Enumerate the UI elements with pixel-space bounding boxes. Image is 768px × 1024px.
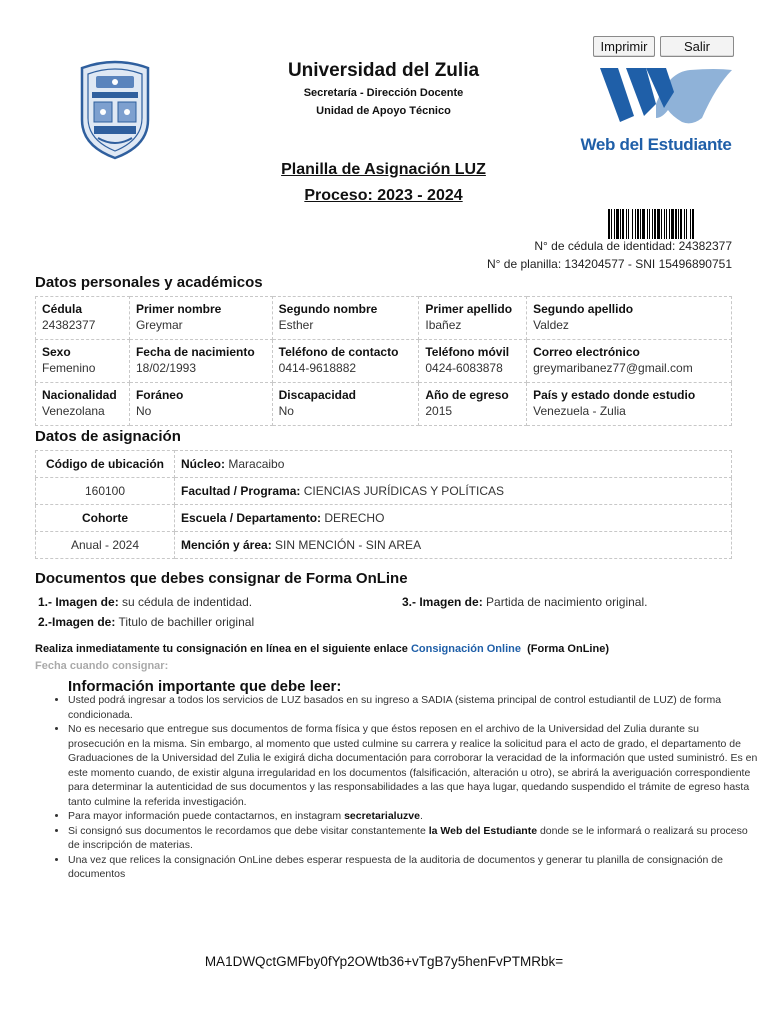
field-label: Teléfono móvil	[425, 345, 510, 359]
department-line: Secretaría - Dirección Docente	[303, 87, 464, 99]
barcode-bar	[675, 209, 677, 239]
field-value: 0424-6083878	[425, 361, 503, 375]
personal-data-cell	[129, 383, 272, 426]
brand-name: Web del Estudiante	[580, 135, 732, 154]
field-value: Valdez	[533, 318, 569, 332]
important-info-heading: Información importante que debe leer:	[68, 678, 342, 695]
assignment-label: Escuela / Departamento:	[181, 511, 322, 525]
unit-line: Unidad de Apoyo Técnico	[316, 105, 451, 117]
barcode-bar	[642, 209, 645, 239]
barcode-bar	[649, 209, 650, 239]
barcode-bar	[671, 209, 674, 239]
barcode-bar	[611, 209, 612, 239]
personal-data-heading: Datos personales y académicos	[35, 274, 263, 291]
info-bullet	[68, 809, 758, 824]
field-value: 24382377	[42, 318, 96, 332]
assignment-detail-cell	[175, 505, 732, 532]
personal-data-cell	[129, 340, 272, 383]
info-text: Si consignó sus documentos le recordamos que debe visitar constantemente	[68, 824, 429, 837]
personal-data-cell	[36, 297, 130, 340]
info-text: Una vez que relices la consignación OnLine debes esperar respuesta de la auditoria de documentos y generar tu planilla de consignación de documentos	[68, 853, 723, 880]
barcode-bar	[686, 209, 687, 239]
field-label: País y estado donde estudio	[533, 388, 696, 402]
field-label: Teléfono de contacto	[278, 345, 399, 359]
assignment-detail-cell	[175, 451, 732, 478]
field-label: Año de egreso	[425, 388, 509, 402]
planilla-number: N° de planilla: 134204577 - SNI 15496890751	[487, 257, 732, 271]
barcode-bar	[620, 209, 621, 239]
field-label: Sexo	[42, 345, 71, 359]
personal-data-cell	[419, 297, 527, 340]
info-bullet	[68, 693, 758, 722]
consignment-notice: Realiza inmediatamente tu consignación en línea en el siguiente enlace Consignación Online (Forma OnLine)	[35, 643, 609, 655]
assignment-left-cell: Código de ubicación	[36, 451, 175, 478]
consignment-online-link[interactable]: Consignación Online	[410, 643, 521, 655]
personal-data-row	[36, 340, 732, 383]
document-item: 1.- Imagen de: su cédula de indentidad.	[38, 595, 253, 609]
barcode-bar	[684, 209, 685, 239]
assignment-row	[36, 505, 732, 532]
assignment-label: Facultad / Programa:	[181, 484, 301, 498]
barcode-bar	[608, 209, 610, 239]
barcode-bar	[661, 209, 662, 239]
barcode-bar	[678, 209, 679, 239]
personal-data-cell	[36, 340, 130, 383]
info-bullet	[68, 824, 758, 853]
field-value: No	[278, 404, 294, 418]
assignment-label: Núcleo:	[181, 457, 226, 471]
assignment-value: Maracaibo	[228, 457, 285, 471]
barcode-bar	[690, 209, 691, 239]
cedula-number: N° de cédula de identidad: 24382377	[534, 239, 732, 253]
field-label: Cédula	[42, 302, 83, 316]
info-emphasis: la Web del Estudiante	[428, 824, 538, 837]
personal-data-cell	[272, 383, 419, 426]
info-bullet	[68, 853, 758, 882]
field-value: greymaribanez77@gmail.com	[533, 361, 693, 375]
barcode-bar	[622, 209, 624, 239]
assignment-table	[35, 450, 732, 559]
barcode-bar	[654, 209, 656, 239]
consignment-date-label: Fecha cuando consignar:	[35, 660, 169, 672]
barcode-bar	[635, 209, 636, 239]
field-value: Greymar	[135, 318, 183, 332]
field-label: Nacionalidad	[42, 388, 117, 402]
barcode-bar	[664, 209, 665, 239]
field-label: Segundo apellido	[533, 302, 634, 316]
field-value: Esther	[278, 318, 314, 332]
field-value: Venezolana	[42, 404, 105, 418]
document-item: 3.- Imagen de: Partida de nacimiento original.	[402, 595, 648, 609]
assignment-detail-cell	[175, 532, 732, 559]
field-value: 2015	[425, 404, 453, 418]
assignment-row	[36, 478, 732, 505]
field-value: Femenino	[42, 361, 96, 375]
personal-data-cell	[527, 297, 732, 340]
barcode-bar	[640, 209, 641, 239]
barcode-bar	[692, 209, 694, 239]
personal-data-table	[35, 296, 732, 426]
print-button[interactable]: Imprimir	[593, 36, 655, 57]
web-del-estudiante-logo	[598, 64, 740, 130]
field-label: Discapacidad	[278, 388, 357, 402]
info-text: Para mayor información puede contactarnos, en instagram	[68, 810, 345, 822]
barcode-bar	[647, 209, 648, 239]
field-label: Correo electrónico	[533, 345, 640, 359]
document-title: Planilla de Asignación LUZ	[281, 161, 486, 178]
barcode-bar	[632, 209, 633, 239]
barcode-bar	[666, 209, 667, 239]
exit-button[interactable]: Salir	[660, 36, 734, 57]
info-emphasis: secretarialuzve	[344, 810, 420, 822]
field-value: 18/02/1993	[135, 361, 197, 375]
verification-hash: MA1DWQctGMFby0fYp2OWtb36+vTgB7y5henFvPTMRbk=	[204, 954, 564, 969]
barcode-bar	[669, 209, 670, 239]
university-name: Universidad del Zulia	[287, 60, 480, 81]
barcode-bar	[637, 209, 639, 239]
field-label: Foráneo	[135, 388, 184, 402]
documents-heading: Documentos que debes consignar de Forma OnLine	[35, 570, 408, 587]
assignment-label: Mención y área:	[181, 538, 272, 552]
barcode-bar	[680, 209, 682, 239]
assignment-left-cell: 160100	[36, 478, 175, 505]
barcode-bar	[652, 209, 653, 239]
assignment-left-cell: Anual - 2024	[36, 532, 175, 559]
personal-data-cell	[272, 340, 419, 383]
assignment-value: CIENCIAS JURÍDICAS Y POLÍTICAS	[303, 484, 504, 498]
personal-data-cell	[419, 340, 527, 383]
document-item: 2.-Imagen de: Titulo de bachiller original	[38, 615, 255, 629]
assignment-row	[36, 451, 732, 478]
personal-data-cell	[419, 383, 527, 426]
assignment-detail-cell	[175, 478, 732, 505]
field-value: No	[135, 404, 152, 418]
field-label: Segundo nombre	[278, 302, 378, 316]
barcode-bar	[616, 209, 619, 239]
field-value: Ibañez	[425, 318, 462, 332]
personal-data-row	[36, 383, 732, 426]
field-label: Primer nombre	[135, 302, 222, 316]
university-seal-logo	[76, 58, 154, 160]
info-text: Usted podrá ingresar a todos los servicios de LUZ basados en su ingreso a SADIA (sistema principal de control estudiantil de LUZ) de forma condicionada.	[68, 694, 722, 721]
barcode-bar	[626, 209, 627, 239]
personal-data-cell	[527, 383, 732, 426]
field-value: 0414-9618882	[278, 361, 357, 375]
barcode-bar	[614, 209, 615, 239]
important-info-list	[50, 693, 758, 882]
info-bullet	[68, 722, 758, 809]
barcode-bar	[628, 209, 629, 239]
assignment-value: SIN MENCIÓN - SIN AREA	[275, 538, 422, 552]
personal-data-cell	[527, 340, 732, 383]
personal-data-cell	[36, 383, 130, 426]
field-label: Fecha de nacimiento	[135, 345, 255, 359]
info-text: No es necesario que entregue sus documentos de forma física y que éstos reposen en el archivo de la Universidad del Zulia durante su prosecución en la misma. Sin embargo, al momento que usted culmine su carrera y realice la solicitud para el acto de grado, el departamento de Graduaciones de la Universidad del Zulia le exigirá dicha documentación para corroborar la veracidad de la información que usted suministró. Es en este momento cuando, de existir alguna irregularidad en los documentos (falsificación, alteración u otro), se abrirá la averiguación correspondiente para determinar la autenticidad de sus documentos y las responsabilidades a las que haya lugar, quedando suspendido el trámite de egreso hasta tanto culmine la referida investigación.	[68, 723, 758, 808]
assignment-heading: Datos de asignación	[35, 428, 181, 445]
field-label: Primer apellido	[425, 302, 513, 316]
process-title: Proceso: 2023 - 2024	[304, 187, 463, 204]
field-value: Venezuela - Zulia	[533, 404, 626, 418]
info-text: .	[419, 810, 423, 822]
info-text: donde se le informará o realizará su proceso de inscripción de materias.	[68, 824, 748, 851]
personal-data-cell	[129, 297, 272, 340]
personal-data-cell	[272, 297, 419, 340]
assignment-value: DERECHO	[324, 511, 385, 525]
assignment-row	[36, 532, 732, 559]
barcode-image	[608, 209, 732, 239]
assignment-left-cell: Cohorte	[36, 505, 175, 532]
personal-data-row	[36, 297, 732, 340]
barcode-bar	[657, 209, 660, 239]
